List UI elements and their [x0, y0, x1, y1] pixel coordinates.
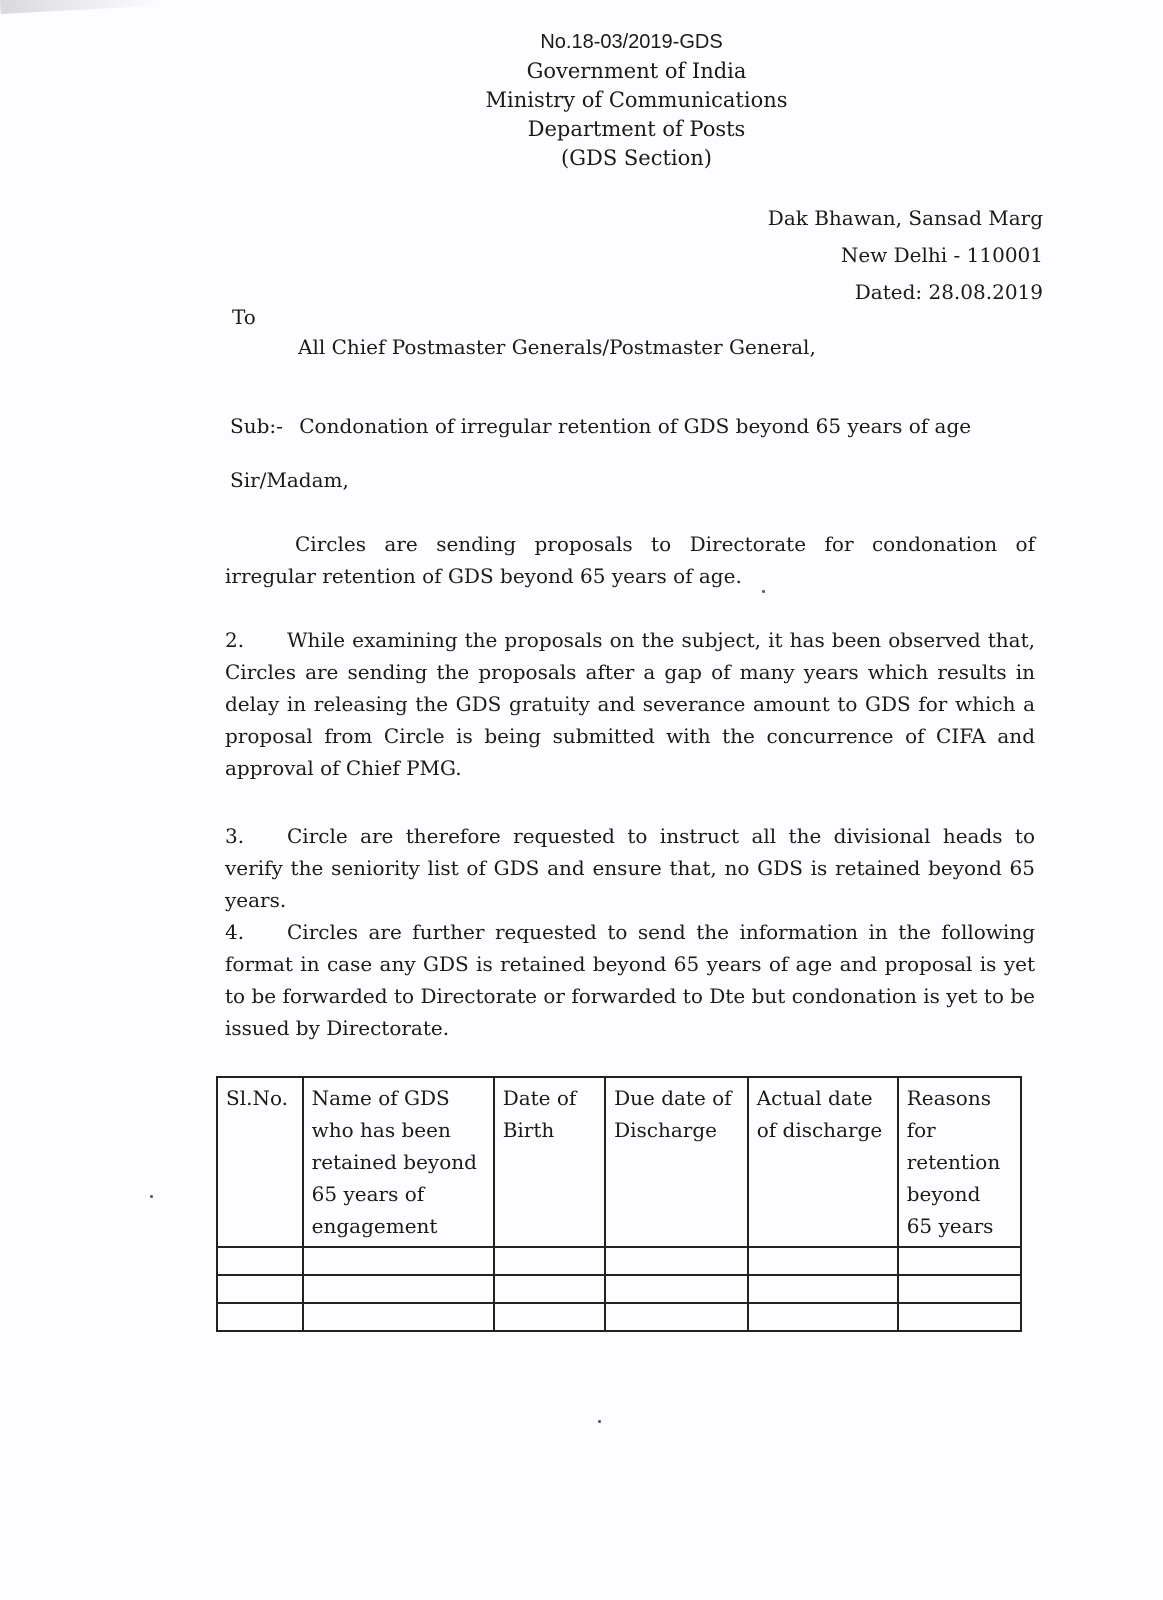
- header-section: (GDS Section): [561, 146, 712, 170]
- subject-line: [230, 414, 971, 438]
- table-row: [217, 1303, 1021, 1331]
- table-cell: [898, 1275, 1021, 1303]
- table-cell: [898, 1303, 1021, 1331]
- scan-speck: [150, 1195, 153, 1198]
- paragraph-3-text: Circle are therefore requested to instruct all the divisional heads to verify the seniority list of GDS and ensure that, no GDS is retained beyond 65 years.: [225, 824, 1035, 912]
- table-cell: [303, 1247, 494, 1275]
- paragraph-2-text: While examining the proposals on the subject, it has been observed that, Circles are sending the proposals after a gap of many years which results in delay in releasing the GDS gratuity and severance amount to GDS for which a proposal from Circle is being submitted with the concurrence of CIFA and approval of Chief PMG.: [225, 628, 1035, 780]
- table-header-row: [217, 1077, 1021, 1247]
- table-cell: [748, 1247, 898, 1275]
- col-sl-no: Sl.No.: [217, 1077, 303, 1247]
- table-cell: [303, 1303, 494, 1331]
- table-cell: [605, 1247, 748, 1275]
- paragraph-2-number: 2.: [225, 628, 245, 652]
- col-reasons-retention: Reasons for retention beyond 65 years: [898, 1077, 1021, 1247]
- information-format-table: [216, 1076, 1022, 1332]
- reference-number: No.18-03/2019-GDS: [540, 31, 723, 53]
- sender-address: [768, 200, 1043, 311]
- address-line-1: Dak Bhawan, Sansad Marg: [767, 206, 1043, 230]
- table-cell: [748, 1275, 898, 1303]
- table-cell: [494, 1303, 605, 1331]
- salutation: Sir/Madam,: [230, 468, 349, 492]
- subject-label: Sub:-: [230, 414, 283, 438]
- table-cell: [217, 1247, 303, 1275]
- table-cell: [303, 1275, 494, 1303]
- table-cell: [605, 1275, 748, 1303]
- header-ministry: Ministry of Communications: [485, 88, 788, 112]
- header-government: Government of India: [526, 59, 747, 83]
- table-row: [217, 1247, 1021, 1275]
- scan-speck: [762, 590, 765, 593]
- col-due-date-discharge: Due date of Discharge: [605, 1077, 748, 1247]
- paragraph-1: Circles are sending proposals to Directorate for condonation of irregular retention of GDS beyond 65 years of age.: [225, 532, 1035, 588]
- table-cell: [748, 1303, 898, 1331]
- header-department: Department of Posts: [527, 117, 746, 141]
- paragraph-4-number: 4.: [225, 920, 245, 944]
- date-line: Dated: 28.08.2019: [854, 280, 1043, 304]
- table-cell: [217, 1303, 303, 1331]
- table-cell: [898, 1247, 1021, 1275]
- table-cell: [217, 1275, 303, 1303]
- paragraph-2: [225, 624, 1035, 784]
- paragraph-4-text: Circles are further requested to send the information in the following format in case any GDS is retained beyond 65 years of age and proposal is yet to be forwarded to Directorate or forwarded to Dte but condonation is yet to be issued by Directorate.: [225, 920, 1035, 1040]
- letter-header: [0, 28, 1163, 173]
- paragraph-4: [225, 916, 1035, 1044]
- paragraph-3: [225, 820, 1035, 916]
- address-line-2: New Delhi - 110001: [840, 243, 1043, 267]
- table-row: [217, 1275, 1021, 1303]
- table-cell: [494, 1247, 605, 1275]
- scan-edge-shadow: [0, 0, 161, 14]
- recipient: All Chief Postmaster Generals/Postmaster General,: [298, 335, 816, 359]
- scan-speck: [598, 1420, 601, 1423]
- col-actual-date-discharge: Actual date of discharge: [748, 1077, 898, 1247]
- table-cell: [605, 1303, 748, 1331]
- subject-text: Condonation of irregular retention of GDS beyond 65 years of age: [299, 414, 972, 438]
- to-label: To: [232, 305, 256, 329]
- col-gds-name: Name of GDS who has been retained beyond 65 years of engagement: [303, 1077, 494, 1247]
- col-date-of-birth: Date of Birth: [494, 1077, 605, 1247]
- table-cell: [494, 1275, 605, 1303]
- paragraph-3-number: 3.: [225, 824, 245, 848]
